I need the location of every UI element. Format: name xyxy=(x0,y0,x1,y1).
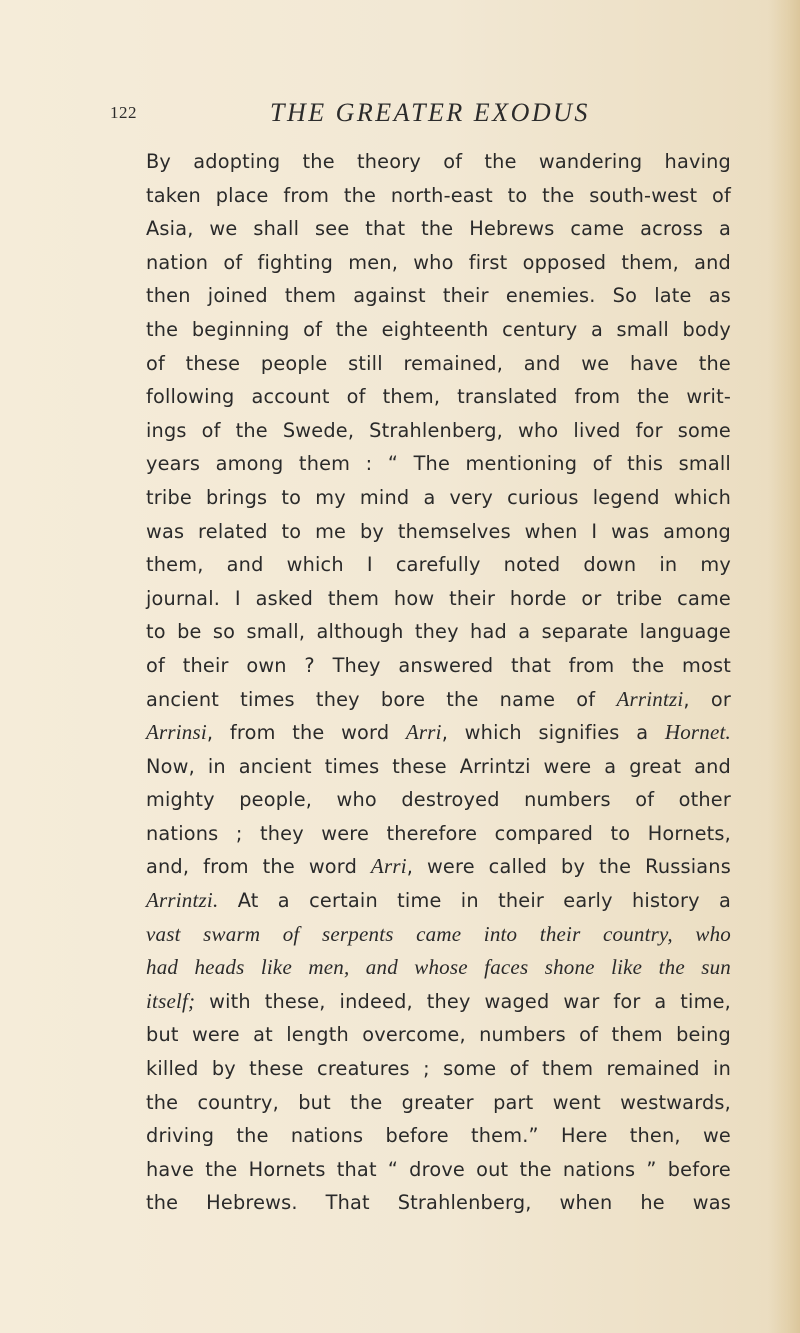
text-line xyxy=(146,884,731,918)
text-run: journal. I asked them how their horde or tribe came xyxy=(146,586,731,610)
italic-text: Arrintzi xyxy=(616,686,684,711)
text-run: and, from the word xyxy=(146,855,371,879)
text-line xyxy=(146,918,731,952)
text-run: tribe brings to my mind a very curious legend which xyxy=(146,485,731,509)
text-run: , were called by the Russians xyxy=(406,855,731,879)
text-line xyxy=(146,716,731,750)
text-line xyxy=(146,515,731,549)
text-run: driving the nations before them.” Here then, we xyxy=(146,1124,731,1148)
text-run: nation of fighting men, who first opposed them, and xyxy=(146,250,731,274)
text-run: Now, in ancient times these Arrintzi were a great and xyxy=(146,754,731,778)
text-run: the Hebrews. That Strahlenberg, when he was xyxy=(146,1191,731,1215)
text-run: ancient times they bore the name of xyxy=(146,687,617,711)
text-run: to be so small, although they had a separate language xyxy=(146,620,731,644)
text-run: of these people still remained, and we have the xyxy=(146,351,731,375)
text-line xyxy=(146,1119,731,1153)
text-line xyxy=(146,481,731,515)
text-line xyxy=(146,1153,731,1187)
text-run: killed by these creatures ; some of them remained in xyxy=(146,1057,731,1081)
body-text xyxy=(146,145,731,1220)
italic-text: Arri xyxy=(405,720,442,745)
text-run: the country, but the greater part went westwards, xyxy=(146,1090,731,1114)
text-line xyxy=(146,817,731,851)
text-line xyxy=(146,380,731,414)
text-run: taken place from the north-east to the south-west of xyxy=(146,183,731,207)
text-run: , or xyxy=(683,687,731,711)
text-run: the beginning of the eighteenth century a small body xyxy=(146,317,731,341)
text-line xyxy=(146,985,731,1019)
text-run: , from the word xyxy=(206,721,406,745)
text-line xyxy=(146,615,731,649)
text-line xyxy=(146,750,731,784)
text-run: have the Hornets that “ drove out the nations ” before xyxy=(146,1157,731,1181)
text-line xyxy=(146,1086,731,1120)
text-line xyxy=(146,951,731,985)
page-number: 122 xyxy=(110,103,137,122)
text-run: then joined them against their enemies. So late as xyxy=(146,284,731,308)
text-line xyxy=(146,548,731,582)
text-line xyxy=(146,347,731,381)
text-line xyxy=(146,850,731,884)
italic-text: Hornet. xyxy=(664,720,731,745)
italic-text: vast swarm of serpents came into their country, who xyxy=(146,921,731,946)
text-line xyxy=(146,582,731,616)
text-line xyxy=(146,414,731,448)
italic-text: Arri xyxy=(370,854,407,879)
text-line xyxy=(146,145,731,179)
text-run: was related to me by themselves when I was among xyxy=(146,519,731,543)
text-line xyxy=(146,447,731,481)
text-line xyxy=(146,212,731,246)
text-run: At a certain time in their early history a xyxy=(218,889,731,913)
text-run: with these, indeed, they waged war for a time, xyxy=(195,989,731,1013)
page-edge-shadow xyxy=(768,0,800,1333)
running-title: THE GREATER EXODUS xyxy=(270,98,590,127)
text-line xyxy=(146,1018,731,1052)
italic-text: had heads like men, and whose faces shone like the sun xyxy=(146,955,731,980)
text-run: mighty people, who destroyed numbers of other xyxy=(146,788,731,812)
text-line xyxy=(146,246,731,280)
text-run: , which signifies a xyxy=(441,721,665,745)
italic-text: Arrintzi. xyxy=(146,888,219,913)
page-header xyxy=(110,95,750,135)
text-run: them, and which I carefully noted down in my xyxy=(146,553,731,577)
text-line xyxy=(146,783,731,817)
text-line xyxy=(146,279,731,313)
text-line xyxy=(146,313,731,347)
text-run: years among them : “ The mentioning of this small xyxy=(146,452,731,476)
text-run: Asia, we shall see that the Hebrews came across a xyxy=(146,217,731,241)
italic-text: Arrinsi xyxy=(146,720,207,745)
text-run: following account of them, translated from the writ- xyxy=(146,385,731,409)
text-line xyxy=(146,1186,731,1220)
text-line xyxy=(146,649,731,683)
italic-text: itself; xyxy=(146,988,196,1013)
text-run: of their own ? They answered that from the most xyxy=(146,653,731,677)
text-run: but were at length overcome, numbers of them being xyxy=(146,1023,731,1047)
text-line xyxy=(146,179,731,213)
text-line xyxy=(146,1052,731,1086)
text-run: nations ; they were therefore compared to Hornets, xyxy=(146,821,731,845)
text-run: By adopting the theory of the wandering having xyxy=(146,150,731,173)
text-run: ings of the Swede, Strahlenberg, who lived for some xyxy=(146,418,731,442)
text-line xyxy=(146,683,731,717)
